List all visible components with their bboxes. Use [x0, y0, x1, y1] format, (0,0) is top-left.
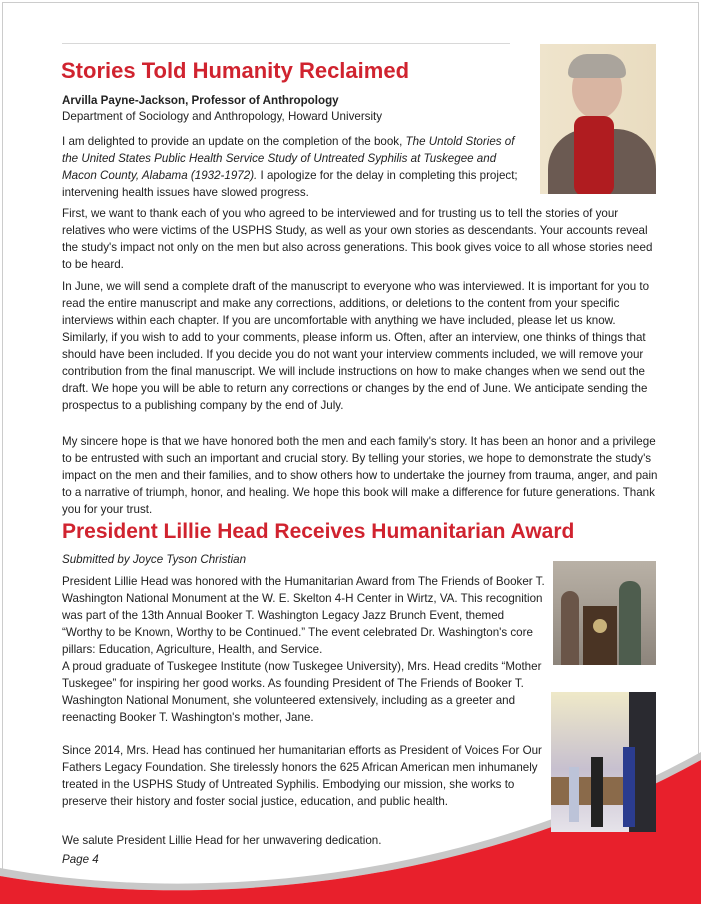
paragraph: First, we want to thank each of you who agreed to be interviewed and for trusting us to tell the stories of your relatives who were victims of the USPHS Study, as well as your own stories as descendants. Your accounts reveal the study's impact not only on the men but also across generations. This book gives voice to all whose stories need to be heard.	[62, 207, 653, 271]
byline: Submitted by Joyce Tyson Christian	[62, 553, 247, 566]
paragraph: A proud graduate of Tuskegee Institute (now Tuskegee University), Mrs. Head credits “Mother Tuskegee” for inspiring her good works. As founding President of The Friends of Booker T. Washington National Monument, she volunteered extensively, including as a greeter and reenacting Booker T. Washington's mother, Jane.	[62, 660, 542, 724]
award-trophies-photo	[551, 692, 656, 832]
award-ceremony-photo	[553, 561, 656, 665]
paragraph: I am delighted to provide an update on the completion of the book, The Untold Stories of the United States Public Health Service Study of Untreated Syphilis at Tuskegee and Macon County, Alabama (1932-1972). I apologize for the delay in completing this project; intervening health issues have slowed progress.	[62, 135, 518, 199]
author-name: Arvilla Payne-Jackson, Professor of Anthropology	[62, 94, 339, 107]
page-number: Page 4	[62, 853, 99, 866]
top-divider	[62, 43, 510, 44]
paragraph: President Lillie Head was honored with the Humanitarian Award from The Friends of Booker T. Washington National Monument at the W. E. Skelton 4-H Center in Wirtz, VA. This recognition was part of the 13th Annual Booker T. Washington Legacy Jazz Brunch Event, themed “Worthy to be Known, Worthy to be Continued.” The event celebrated Dr. Washington's core pillars: Education, Agriculture, Health, and Service.	[62, 575, 545, 656]
article-title: Stories Told Humanity Reclaimed	[61, 58, 410, 83]
paragraph: We salute President Lillie Head for her unwavering dedication.	[62, 834, 382, 847]
author-affiliation: Department of Sociology and Anthropology, Howard University	[62, 110, 383, 123]
paragraph: In June, we will send a complete draft of the manuscript to everyone who was interviewed. It is important for you to read the entire manuscript and make any corrections, additions, or deletions to the content from your specific interviews within each chapter. If you are uncomfortable with anything we have included, please let us know. Similarly, if you wish to add to your comments, please inform us. Often, after an interview, one thinks of things that should have been included. If you decide you do not want your interview comments included, we will remove your contribution from the final manuscript. We will include instructions on how to make changes when we send out the draft. We hope you will be able to return any corrections or changes by the end of June. We anticipate sending the prospectus to a publishing company by the end of July.	[62, 280, 650, 412]
book-title: The Untold Stories of the United States Public Health Service Study of Untreated Syphilis at Tuskegee and Macon County, Alabama (1932-1972).	[62, 135, 515, 182]
article-title: President Lillie Head Receives Humanitarian Award	[62, 520, 575, 543]
paragraph: My sincere hope is that we have honored both the men and each family's story. It has been an honor and a privilege to be entrusted with such an important and crucial story. By telling your stories, we hope to demonstrate the study's impact on the men and their families, and to show others how to undertake the journey from trauma, anger, and pain to a narrative of triumph, honor, and healing. We hope this book will make a difference for future generations. Thank you for your trust.	[62, 435, 658, 516]
portrait-photo	[540, 44, 656, 194]
paragraph: Since 2014, Mrs. Head has continued her humanitarian efforts as President of Voices For Our Fathers Legacy Foundation. She tirelessly honors the 625 African American men inhumanely treated in the USPHS Study of Untreated Syphilis. Embodying our mission, she works to preserve their history and foster social justice, education, and public health.	[62, 744, 542, 808]
